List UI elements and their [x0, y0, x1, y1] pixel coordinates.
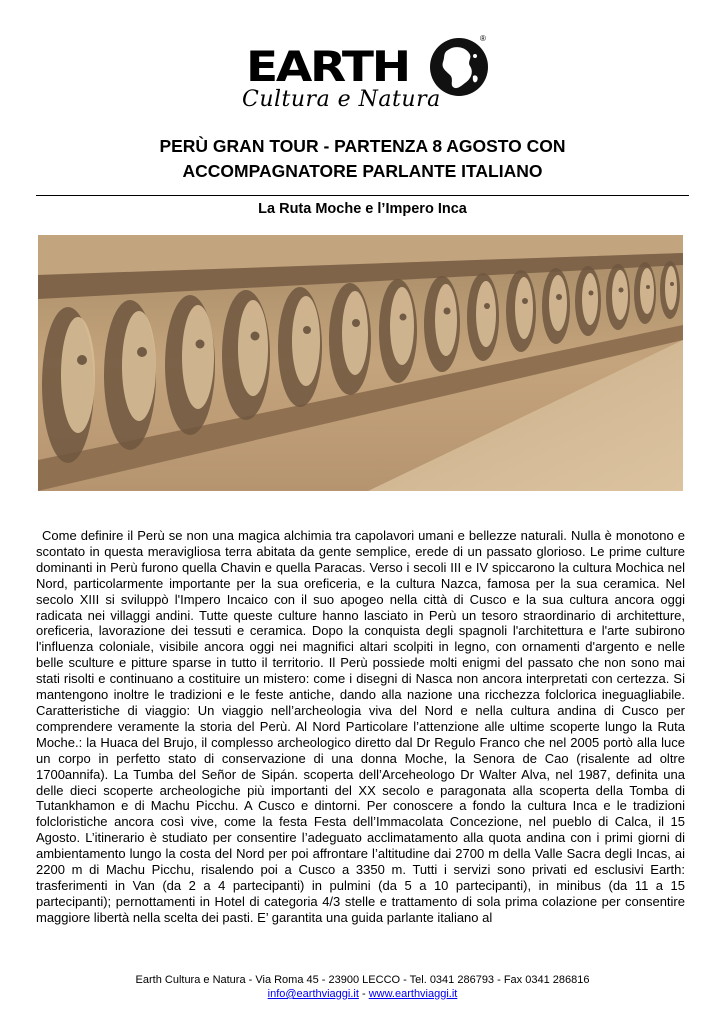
email-link[interactable]: info@earthviaggi.it: [267, 988, 359, 1000]
title-line-2: ACCOMPAGNATORE PARLANTE ITALIANO: [182, 161, 543, 181]
moche-relief-photo: [38, 235, 683, 491]
earth-logo: [242, 32, 492, 114]
footer-separator: -: [358, 988, 369, 1000]
title-divider: [36, 195, 689, 196]
page-title: [36, 134, 689, 184]
body-paragraph: Come definire il Perù se non una magica alchimia tra capolavori umani e bellezze naturali. Nulla è monotono e scontato in questa meravigliosa terra abitata da gente semplice, erede di un passato glorioso. Le prime culture dominanti in Perù furono quella Chavin e quella Paracas. Verso i secoli III e IV spiccarono la cultura Mochica nel Nord, particolarmente importante per la sua oreficeria, e la cultura Nazca, famosa per la sua ceramica. Nel secolo XIII si sviluppò l'Impero Incaico con il suo apogeo nella città di Cusco e la sua cultura ancora oggi radicata nei villaggi andini. Tutte queste culture hanno lasciato in Perù un tesoro straordinario di architetture, oreficeria, lavorazione dei tessuti e ceramica. Dopo la conquista degli spagnoli l'architettura e l'arte subirono l'influenza coloniale, visibile ancora oggi nei magnifici altari scolpiti in legno, con ornamenti d'argento e nelle belle sculture e pitture sparse in tutto il territorio. Il Perù possiede molti enigmi del passato che non sono mai stati risolti e continuano a costituire un mistero: come i disegni di Nasca non ancora interpretati con certezza. Si mantengono inoltre le tradizioni e le feste antiche, dando alla nazione una ricchezza folclorica ineguagliabile. Caratteristiche di viaggio: Un viaggio nell’archeologia viva del Nord e nella cultura andina di Cusco per comprendere veramente la storia del Perù. Al Nord Particolare l’attenzione alle ultime scoperte lungo la Ruta Moche.: la Huaca del Brujo, il complesso archeologico diretto dal Dr Regulo Franco che nel 2005 portò alla luce un corpo in perfetto stato di conservazione di una donna Moche, la Senora de Cao (risalente ad oltre 1700annifa). La Tumba del Señor de Sipán. scoperta dell’Arceheologo Dr Walter Alva, nel 1987, definita una delle dieci scoperte archeologiche più importanti del XX secolo e paragonata alla scoperta della Tomba di Tutankhamon e di Machu Picchu. A Cusco e dintorni. Per conoscere a fondo la cultura Inca e le tradizioni folcloristiche ancora così vive, come la festa Festa dell’Immacolata Concezione, nel pueblo di Calca, il 15 Agosto. L’itinerario è studiato per consentire l’adeguato acclimatamento alla quota andina con i primi giorni di ambientamento lungo la costa del Nord per poi affrontare l’altitudine dai 2700 m della Valle Sacra degli Incas, ai 2200 m di Machu Picchu, risalendo poi a Cusco a 3350 m. Tutti i servizi sono privati ed esclusivi Earth: trasferimenti in Van (da 2 a 4 partecipanti) in pulmini (da 5 a 10 partecipanti), in minibus (da 11 a 15 partecipanti); pernottamenti in Hotel di categoria 4/3 stelle e trattamento di sola prima colazione per consentire maggiore libertà nella scelta dei pasti. E’ garantita una guida parlante italiano al: [36, 528, 685, 925]
logo-tagline: Cultura e Natura: [242, 87, 441, 112]
title-line-1: PERÙ GRAN TOUR - PARTENZA 8 AGOSTO CON: [159, 136, 566, 156]
footer: [36, 973, 689, 1001]
website-link[interactable]: www.earthviaggi.it: [368, 988, 458, 1000]
footer-address: Earth Cultura e Natura - Via Roma 45 - 23900 LECCO - Tel. 0341 286793 - Fax 0341 286816: [135, 974, 590, 986]
registered-mark: ®: [480, 34, 486, 43]
subtitle: La Ruta Moche e l’Impero Inca: [258, 201, 467, 217]
footer-links: [36, 987, 689, 1001]
logo-brand: EARTH: [246, 42, 409, 91]
